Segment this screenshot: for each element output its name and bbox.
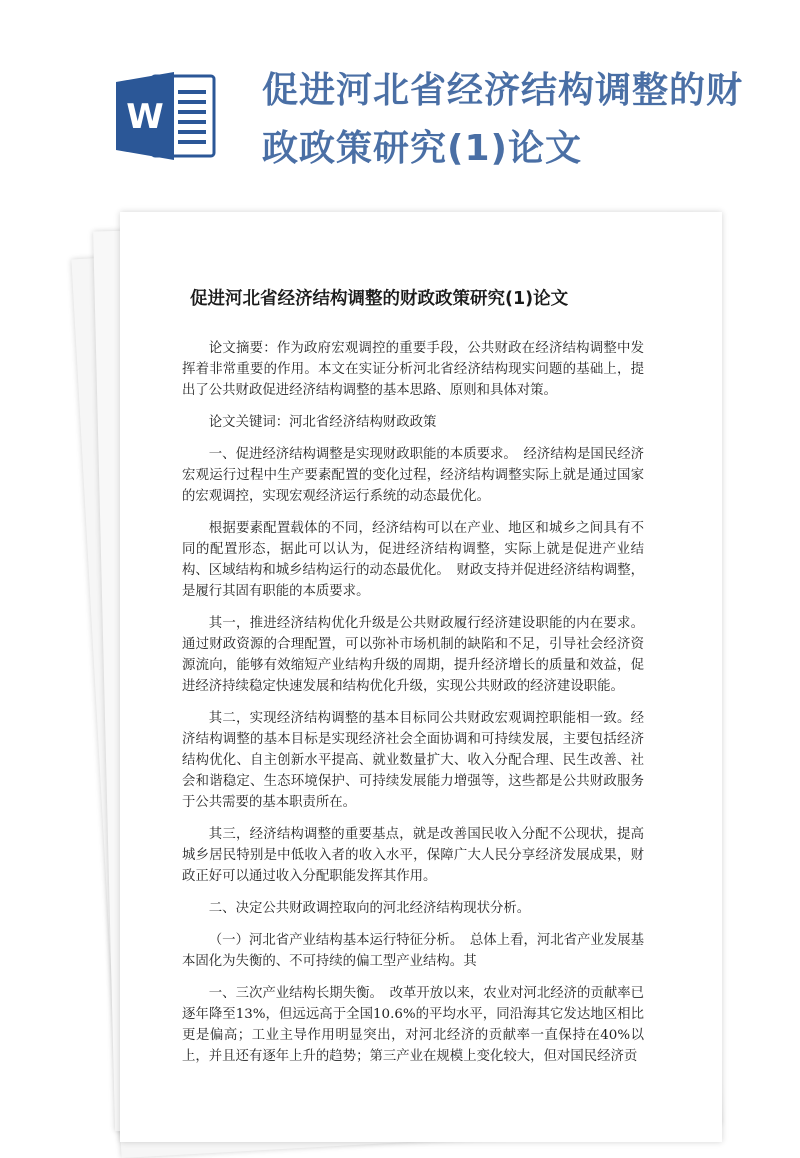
body-paragraph: 一、三次产业结构长期失衡。 改革开放以来，农业对河北经济的贡献率已逐年降至13%，但远远高于全国10.6%的平均水平，同沿海其它发达地区相比更是偏高；工业主导作用明显突出，对河北经济的贡献率一直保持在40%以上，并且还有逐年上升的趋势；第三产业在规模上变化较大，但对国民经济贡 <box>182 986 644 1064</box>
body-paragraph: 根据要素配置载体的不同，经济结构可以在产业、地区和城乡之间具有不同的配置形态，据此可以认为，促进经济结构调整，实际上就是促进产业结构、区域结构和城乡结构运行的动态最优化。 财政支持并促进经济结构调整，是履行其固有职能的本质要求。 <box>182 521 644 599</box>
keywords-paragraph: 论文关键词：河北省经济结构财政政策 <box>208 415 437 430</box>
section-heading: 二、决定公共财政调控取向的河北经济结构现状分析。 <box>208 901 531 916</box>
document-title: 促进河北省经济结构调整的财政政策研究(1)论文 <box>190 289 569 309</box>
body-paragraph: 其一，推进经济结构优化升级是公共财政履行经济建设职能的内在要求。通过财政资源的合理配置，可以弥补市场机制的缺陷和不足，引导社会经济资源流向，能够有效缩短产业结构升级的周期，提升经济增长的质量和效益，促进经济持续稳定快速发展和结构优化升级，实现公共财政的经济建设职能。 <box>182 616 644 694</box>
body-paragraph: 其三，经济结构调整的重要基点，就是改善国民收入分配不公现状，提高城乡居民特别是中低收入者的收入水平，保障广大人民分享经济发展成果，财政正好可以通过收入分配职能发挥其作用。 <box>182 827 644 884</box>
body-paragraph: 其二，实现经济结构调整的基本目标同公共财政宏观调控职能相一致。经济结构调整的基本目标是实现经济社会全面协调和可持续发展，主要包括经济结构优化、自主创新水平提高、就业数量扩大、收入分配合理、民生改善、社会和谐稳定、生态环境保护、可持续发展能力增强等，这些都是公共财政服务于公共需要的基本职责所在。 <box>182 711 644 810</box>
word-icon-letter: W <box>126 97 164 137</box>
header-title: 促进河北省经济结构调整的财政政策研究(1)论文 <box>262 70 744 169</box>
document-body <box>182 262 644 1078</box>
abstract-paragraph: 论文摘要：作为政府宏观调控的重要手段，公共财政在经济结构调整中发挥着非常重要的作用。本文在实证分析河北省经济结构现实问题的基础上，提出了公共财政促进经济结构调整的基本思路、原则和具体对策。 <box>182 341 644 398</box>
document-header <box>0 0 800 200</box>
word-document-icon <box>112 70 230 162</box>
body-paragraph: （一）河北省产业结构基本运行特征分析。 总体上看，河北省产业发展基本固化为失衡的、不可持续的偏工型产业结构。其 <box>182 933 644 969</box>
body-paragraph: 一、促进经济结构调整是实现财政职能的本质要求。 经济结构是国民经济宏观运行过程中生产要素配置的变化过程，经济结构调整实际上就是通过国家的宏观调控，实现宏观经济运行系统的动态最优化。 <box>182 447 644 504</box>
